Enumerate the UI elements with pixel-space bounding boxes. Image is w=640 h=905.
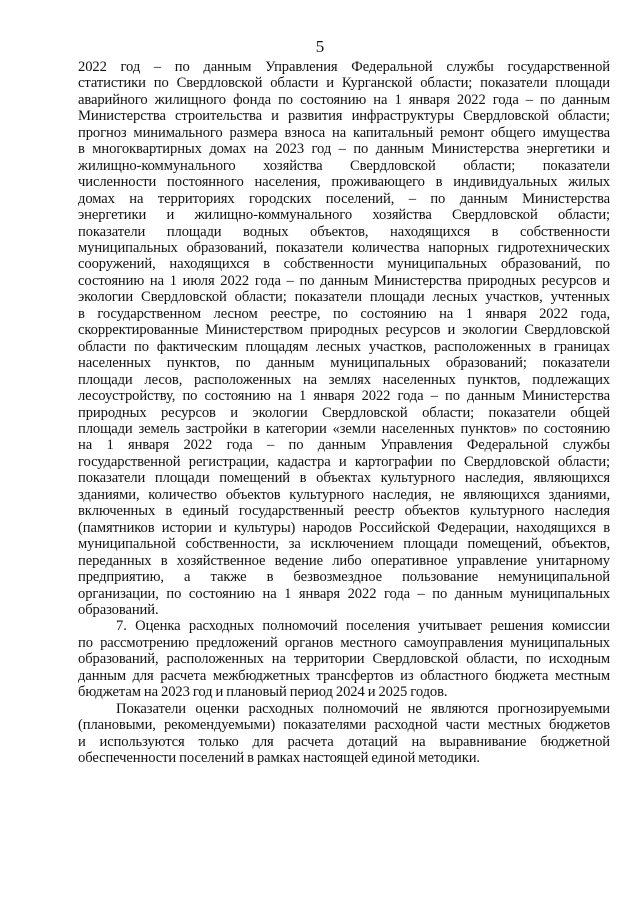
text-line: данным для расчета межбюджетных трансфертов из областного бюджета местным — [78, 667, 610, 684]
text-line: показатели площади помещений в объектах культурного наследия, являющихся — [78, 470, 610, 487]
text-line: зданиями, количество объектов культурного наследия, не являющихся зданиями, — [78, 486, 610, 503]
text-line: включенных в единый государственный реестр объектов культурного наследия — [78, 503, 610, 520]
text-line: бюджетам на 2023 год и плановый период 2024 и 2025 годов. — [78, 684, 448, 701]
text-line: скорректированные Министерством природных ресурсов и экологии Свердловской — [78, 322, 610, 339]
text-line: 2022 год – по данным Управления Федеральной службы государственной — [78, 59, 610, 75]
paragraph-indicators-note — [78, 701, 610, 767]
text-line: в государственном лесном реестре, по состоянию на 1 января 2022 года, — [78, 305, 610, 322]
text-line: (памятников истории и культуры) народов Российской Федерации, находящихся в — [78, 519, 610, 536]
text-line: муниципальных образований, показатели количества напорных гидротехнических — [78, 239, 610, 256]
text-line: обеспеченности поселений в рамках настоящей единой методики. — [78, 750, 480, 767]
paragraph-item-7 — [78, 618, 610, 700]
text-line: Показатели оценки расходных полномочий не являются прогнозируемыми — [116, 700, 610, 717]
text-line: аварийного жилищного фонда по состоянию на 1 января 2022 года – по данным — [78, 91, 610, 108]
text-line: жилищно-коммунального хозяйства Свердловской области; показатели — [78, 157, 610, 174]
text-line: 7. Оценка расходных полномочий поселения учитывает решения комиссии — [116, 618, 610, 635]
text-line: состоянию на 1 июля 2022 года – по данным Министерства природных ресурсов и — [78, 272, 610, 289]
text-line: (плановыми, рекомендуемыми) показателями расходной части местных бюджетов — [78, 717, 610, 734]
text-line: площади лесов, расположенных на землях населенных пунктов, подлежащих — [78, 371, 610, 388]
text-line: предприятию, а также в безвозмездное пользование немуниципальной — [78, 569, 610, 586]
text-line: показатели площади водных объектов, находящихся в собственности — [78, 223, 610, 240]
document-body — [78, 59, 610, 766]
text-line: сооружений, находящихся в собственности муниципальных образований, по — [78, 256, 610, 273]
text-line: области по фактическим площадям лесных участков, расположенных в границах — [78, 338, 610, 355]
text-line: экологии Свердловской области; показатели площади лесных участков, учтенных — [78, 289, 610, 306]
text-line: площади земель застройки в категории «земли населенных пунктов» по состоянию — [78, 420, 610, 437]
text-line: населенных пунктов, по данным муниципальных образований; показатели — [78, 355, 610, 372]
text-line: прогноз минимального размера взноса на капитальный ремонт общего имущества — [78, 124, 610, 141]
paragraph-continuation — [78, 59, 610, 618]
text-line: образований. — [78, 601, 159, 618]
text-line: государственной регистрации, кадастра и картографии по Свердловской области; — [78, 453, 610, 470]
text-line: в многоквартирных домах на 2023 год – по данным Министерства энергетики и — [78, 141, 610, 158]
text-line: и используются только для расчета дотаций на выравнивание бюджетной — [78, 733, 610, 750]
text-line: переданных в хозяйственное ведение либо оперативное управление унитарному — [78, 552, 610, 569]
text-line: Министерства строительства и развития инфраструктуры Свердловской области; — [78, 108, 610, 125]
text-line: по рассмотрению предложений органов местного самоуправления муниципальных — [78, 634, 610, 651]
text-line: статистики по Свердловской области и Курганской области; показатели площади — [78, 75, 610, 92]
text-line: на 1 января 2022 года – по данным Управления Федеральной службы — [78, 437, 610, 454]
text-line: природных ресурсов и экологии Свердловской области; показатели общей — [78, 404, 610, 421]
text-line: домах на территориях городских поселений, – по данным Министерства — [78, 190, 610, 207]
page-number: 5 — [315, 37, 325, 56]
text-line: численности постоянного населения, проживающего в индивидуальных жилых — [78, 174, 610, 191]
text-line: образований, расположенных на территории Свердловской области, по исходным — [78, 651, 610, 668]
text-line: энергетики и жилищно-коммунального хозяйства Свердловской области; — [78, 207, 610, 224]
text-line: организации, по состоянию на 1 января 2022 года – по данным муниципальных — [78, 585, 610, 602]
text-line: лесоустройству, по состоянию на 1 января 2022 года – по данным Министерства — [78, 388, 610, 405]
text-line: муниципальной собственности, за исключением площади помещений, объектов, — [78, 536, 610, 553]
